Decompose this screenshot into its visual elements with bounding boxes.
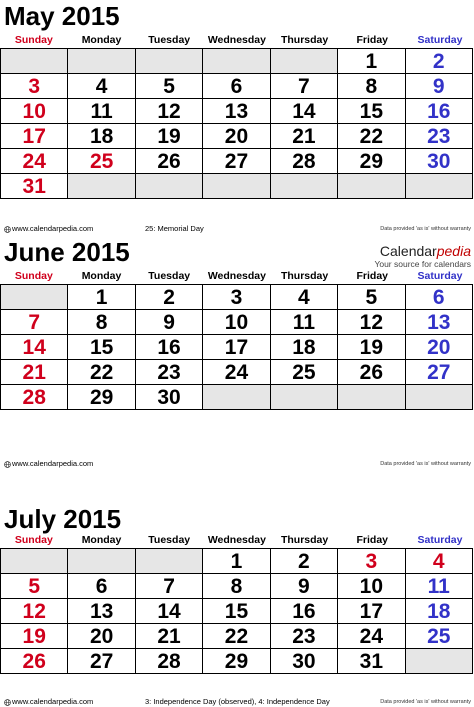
empty-day-cell [136, 549, 203, 574]
day-cell: 13 [203, 99, 270, 124]
day-name-friday: Friday [356, 534, 389, 546]
day-cell: 13 [68, 599, 135, 624]
day-cell: 29 [203, 649, 270, 674]
globe-icon [4, 699, 11, 706]
day-name-sunday: Sunday [14, 34, 53, 46]
day-cell: 24 [203, 360, 270, 385]
day-cell: 19 [1, 624, 68, 649]
empty-day-cell [1, 49, 68, 74]
day-cell: 23 [136, 360, 203, 385]
day-cell: 28 [136, 649, 203, 674]
day-cell: 12 [338, 310, 405, 335]
day-cell: 3 [203, 285, 270, 310]
week-row [1, 649, 473, 674]
week-row [1, 549, 473, 574]
day-cell: 16 [136, 335, 203, 360]
day-names-header [0, 269, 474, 284]
day-cell: 17 [1, 124, 68, 149]
day-cell: 14 [271, 99, 338, 124]
empty-day-cell [68, 174, 135, 199]
day-cell: 17 [203, 335, 270, 360]
day-cell: 20 [203, 124, 270, 149]
day-cell: 4 [406, 549, 473, 574]
day-cell: 5 [338, 285, 405, 310]
day-name-thursday: Thursday [280, 34, 329, 46]
week-row [1, 599, 473, 624]
footer-url[interactable] [4, 697, 93, 707]
day-cell: 16 [271, 599, 338, 624]
week-row [1, 335, 473, 360]
day-name-saturday: Saturday [417, 34, 463, 46]
day-cell: 10 [1, 99, 68, 124]
day-cell: 11 [406, 574, 473, 599]
day-cell: 6 [203, 74, 270, 99]
day-cell: 18 [406, 599, 473, 624]
day-cell: 3 [1, 74, 68, 99]
day-cell: 3 [338, 549, 405, 574]
day-cell: 10 [338, 574, 405, 599]
day-cell: 9 [406, 74, 473, 99]
disclaimer: Data provided 'as is' without warranty [380, 699, 471, 705]
empty-day-cell [68, 549, 135, 574]
week-row [1, 149, 473, 174]
footer-url[interactable] [4, 459, 93, 469]
day-cell: 10 [203, 310, 270, 335]
day-cell: 20 [406, 335, 473, 360]
day-name-wednesday: Wednesday [207, 270, 266, 282]
day-cell: 23 [271, 624, 338, 649]
brand-tagline: Your source for calendars [374, 259, 471, 269]
day-name-saturday: Saturday [417, 534, 463, 546]
day-name-monday: Monday [81, 534, 122, 546]
day-cell: 14 [136, 599, 203, 624]
day-name-thursday: Thursday [280, 270, 329, 282]
week-row [1, 99, 473, 124]
day-name-monday: Monday [81, 270, 122, 282]
day-cell: 30 [136, 385, 203, 410]
day-cell: 31 [338, 649, 405, 674]
day-cell: 11 [271, 310, 338, 335]
day-cell: 7 [271, 74, 338, 99]
day-cell: 8 [68, 310, 135, 335]
day-cell: 27 [406, 360, 473, 385]
day-cell: 21 [1, 360, 68, 385]
holiday-note: 3: Independence Day (observed), 4: Independence Day [145, 697, 330, 706]
day-cell: 26 [338, 360, 405, 385]
month-title: June 2015 [4, 237, 130, 267]
empty-day-cell [271, 49, 338, 74]
day-cell: 21 [136, 624, 203, 649]
day-name-wednesday: Wednesday [207, 34, 266, 46]
empty-day-cell [203, 49, 270, 74]
day-cell: 5 [1, 574, 68, 599]
day-cell: 18 [68, 124, 135, 149]
day-cell: 6 [406, 285, 473, 310]
day-names-header [0, 533, 474, 548]
week-row [1, 574, 473, 599]
day-name-tuesday: Tuesday [148, 34, 191, 46]
day-name-wednesday: Wednesday [207, 534, 266, 546]
day-cell: 28 [1, 385, 68, 410]
day-cell: 4 [68, 74, 135, 99]
day-cell: 2 [406, 49, 473, 74]
day-cell: 30 [406, 149, 473, 174]
day-cell: 7 [1, 310, 68, 335]
brand-name-main: Calendar [379, 243, 437, 259]
day-cell: 18 [271, 335, 338, 360]
day-cell: 1 [68, 285, 135, 310]
day-cell: 6 [68, 574, 135, 599]
empty-day-cell [1, 285, 68, 310]
day-cell: 29 [68, 385, 135, 410]
day-cell: 24 [338, 624, 405, 649]
week-row [1, 385, 473, 410]
week-row [1, 174, 473, 199]
empty-day-cell [68, 49, 135, 74]
day-cell: 28 [271, 149, 338, 174]
day-cell: 29 [338, 149, 405, 174]
day-cell: 27 [68, 649, 135, 674]
disclaimer: Data provided 'as is' without warranty [380, 461, 471, 467]
day-cell: 8 [338, 74, 405, 99]
calendar-grid [0, 284, 473, 410]
day-name-friday: Friday [356, 34, 389, 46]
week-row [1, 74, 473, 99]
day-cell: 23 [406, 124, 473, 149]
day-cell: 7 [136, 574, 203, 599]
day-cell: 25 [406, 624, 473, 649]
brand-name [374, 243, 471, 259]
day-cell: 8 [203, 574, 270, 599]
empty-day-cell [338, 174, 405, 199]
empty-day-cell [406, 385, 473, 410]
week-row [1, 285, 473, 310]
day-cell: 5 [136, 74, 203, 99]
brand-logo [374, 243, 471, 269]
empty-day-cell [203, 174, 270, 199]
day-cell: 26 [1, 649, 68, 674]
day-cell: 24 [1, 149, 68, 174]
holiday-note: 25: Memorial Day [145, 224, 204, 233]
empty-day-cell [136, 174, 203, 199]
footer-url-text: www.calendarpedia.com [12, 697, 94, 706]
day-cell: 25 [271, 360, 338, 385]
day-cell: 16 [406, 99, 473, 124]
day-cell: 2 [271, 549, 338, 574]
day-name-saturday: Saturday [417, 270, 463, 282]
day-name-sunday: Sunday [14, 270, 53, 282]
day-cell: 12 [1, 599, 68, 624]
day-cell: 22 [203, 624, 270, 649]
day-cell: 15 [203, 599, 270, 624]
empty-day-cell [203, 385, 270, 410]
day-cell: 15 [338, 99, 405, 124]
week-row [1, 360, 473, 385]
empty-day-cell [406, 649, 473, 674]
week-row [1, 124, 473, 149]
empty-day-cell [1, 549, 68, 574]
day-cell: 22 [338, 124, 405, 149]
brand-name-accent: pedia [436, 243, 471, 259]
day-cell: 1 [203, 549, 270, 574]
disclaimer: Data provided 'as is' without warranty [380, 226, 471, 232]
week-row [1, 624, 473, 649]
day-cell: 22 [68, 360, 135, 385]
day-names-header [0, 33, 474, 48]
day-name-tuesday: Tuesday [148, 270, 191, 282]
day-name-friday: Friday [356, 270, 389, 282]
footer [0, 459, 474, 469]
calendar-grid [0, 48, 473, 199]
day-name-tuesday: Tuesday [148, 534, 191, 546]
calendar-grid [0, 548, 473, 674]
footer-url-text: www.calendarpedia.com [12, 224, 94, 233]
empty-day-cell [406, 174, 473, 199]
day-cell: 15 [68, 335, 135, 360]
day-cell: 9 [136, 310, 203, 335]
month-title: May 2015 [4, 1, 120, 31]
week-row [1, 49, 473, 74]
day-name-monday: Monday [81, 34, 122, 46]
day-cell: 21 [271, 124, 338, 149]
day-cell: 1 [338, 49, 405, 74]
day-cell: 14 [1, 335, 68, 360]
empty-day-cell [271, 174, 338, 199]
day-name-thursday: Thursday [280, 534, 329, 546]
day-cell: 27 [203, 149, 270, 174]
day-cell: 26 [136, 149, 203, 174]
globe-icon [4, 461, 11, 468]
footer [0, 224, 474, 234]
day-cell: 17 [338, 599, 405, 624]
day-cell: 11 [68, 99, 135, 124]
week-row [1, 310, 473, 335]
footer [0, 697, 474, 707]
globe-icon [4, 226, 11, 233]
day-cell: 20 [68, 624, 135, 649]
day-cell: 4 [271, 285, 338, 310]
day-cell: 13 [406, 310, 473, 335]
day-cell: 19 [136, 124, 203, 149]
day-cell: 12 [136, 99, 203, 124]
empty-day-cell [338, 385, 405, 410]
empty-day-cell [136, 49, 203, 74]
month-title: July 2015 [4, 504, 122, 534]
day-cell: 25 [68, 149, 135, 174]
day-cell: 2 [136, 285, 203, 310]
footer-url-text: www.calendarpedia.com [12, 459, 94, 468]
day-name-sunday: Sunday [14, 534, 53, 546]
day-cell: 31 [1, 174, 68, 199]
day-cell: 9 [271, 574, 338, 599]
day-cell: 30 [271, 649, 338, 674]
empty-day-cell [271, 385, 338, 410]
day-cell: 19 [338, 335, 405, 360]
footer-url[interactable] [4, 224, 93, 234]
